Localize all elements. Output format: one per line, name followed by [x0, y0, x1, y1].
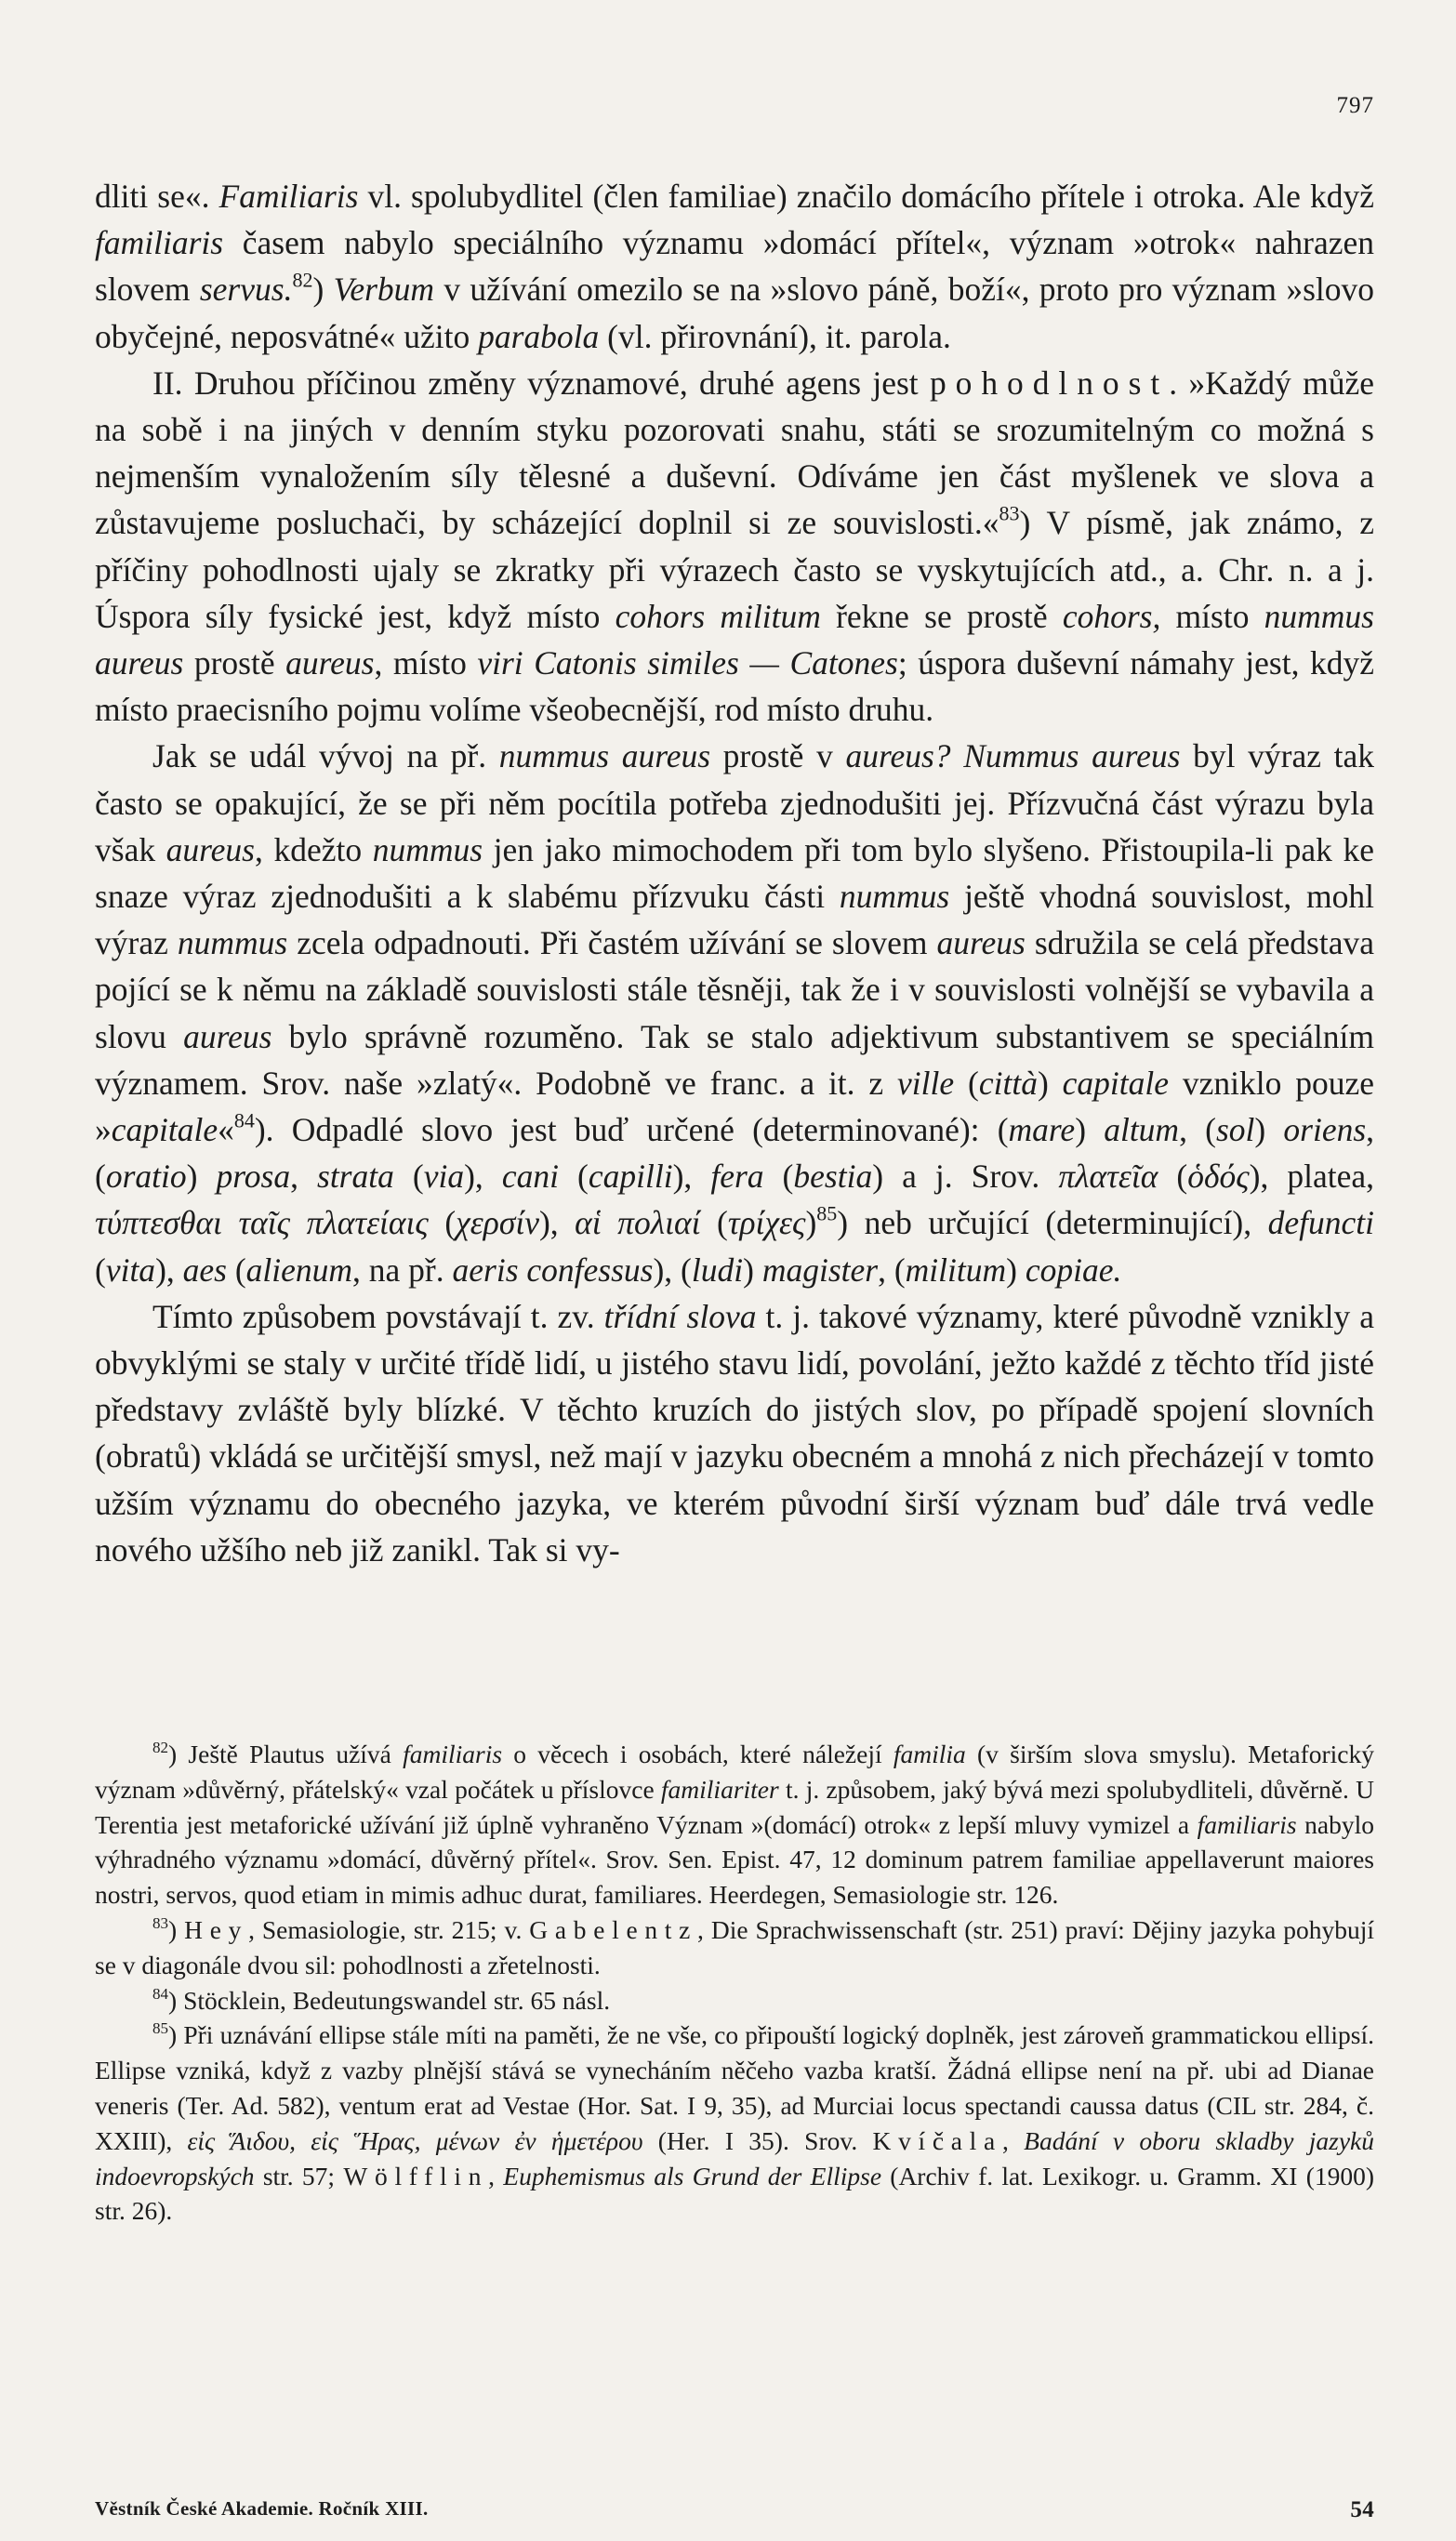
text-run: dliti se«.: [95, 178, 219, 215]
italic-text: Badání v oboru skladby jazyků indoevropských: [95, 2125, 1375, 2190]
italic-text: cohors,: [1062, 597, 1161, 635]
text-run: jen jako mimochodem při tom bylo slyšeno. Přistoupila-li pak ke snaze výraz zjednodušiti a k slabému přízvuku části: [95, 830, 1374, 916]
text-run: ) Při uznávání ellipse stále míti na paměti, že ne vše, co připouští logický doplněk, jest zároveň grammatickou ellipsí. Ellipse vzniká, když z vazby plnější stává se vynecháním něčeho vazba kratší. Žádná ellipse není na př. ubi ad Dianae veneris (Ter. Ad. 582), ventum erat ad Vestae (Hor. Sat. I 9, 35), ad Murciai locus spectandi caussa datus (CIL str. 284, č. XXIII),: [95, 2020, 1374, 2155]
text-run: prostě v: [710, 737, 846, 775]
text-run: ,: [488, 2161, 504, 2190]
italic-text: τρίχες: [727, 1204, 806, 1242]
italic-text: capitale: [1062, 1064, 1170, 1102]
text-run: ): [1075, 1111, 1105, 1149]
italic-text: cohors militum: [615, 597, 821, 635]
spaced-text: pohodlnost: [929, 364, 1170, 402]
italic-text: aureus?: [845, 737, 951, 775]
text-run: sdružila se celá představa pojící se k němu na základě souvislosti stále těsněji, tak že i v souvislosti volnější se vybavila a slovu: [95, 924, 1374, 1055]
italic-text: militum: [905, 1251, 1007, 1289]
text-run: ,: [1001, 2125, 1025, 2155]
footnote-ref: 84: [233, 1108, 255, 1132]
italic-text: ville: [897, 1064, 955, 1102]
text-run: vzniklo pouze »: [95, 1064, 1375, 1149]
text-run: ): [1006, 1251, 1026, 1289]
text-run: str. 57;: [254, 2161, 344, 2190]
text-run: t. j. způsobem, jaký bývá mezi spolubydliteli, důvěrně. U Terentia jest metaforické užívání již úplně vyhraněno Význam »(domácí) otrok« z lepší mluvy vymizel a: [95, 1774, 1374, 1839]
text-run: zcela odpadnouti. Při častém užívání se slovem: [287, 924, 937, 962]
italic-text: servus.: [199, 271, 293, 309]
journal-name: Věstník České Akademie. Ročník XIII.: [95, 2497, 429, 2520]
italic-text: altum: [1104, 1111, 1180, 1149]
italic-text: copiae.: [1025, 1251, 1122, 1289]
text-run: ) Stöcklein, Bedeutungswandel str. 65 násl.: [168, 1985, 611, 2015]
text-run: ),: [672, 1158, 711, 1196]
text-run: (: [226, 1251, 246, 1289]
italic-text: bestia: [793, 1158, 873, 1196]
text-run: ): [312, 271, 334, 309]
footnote-83: [95, 1912, 1374, 1983]
italic-text: ludi: [691, 1251, 744, 1289]
italic-text: ὁδός: [1187, 1158, 1250, 1196]
spaced-text: Kvíčala: [872, 2125, 1002, 2155]
text-run: Tímto způsobem povstávají t. zv.: [152, 1297, 604, 1335]
italic-text: vita: [105, 1251, 156, 1289]
text-run: , kdežto: [255, 830, 373, 868]
paragraph: [95, 733, 1374, 1292]
italic-text: aeris confessus: [452, 1251, 654, 1289]
text-run: ještě vhodná souvislost, mohl výraz: [95, 878, 1374, 962]
italic-text: capitale: [111, 1111, 218, 1149]
spaced-text: Gabelentz: [529, 1914, 698, 1944]
text-run: ), platea,: [1249, 1158, 1375, 1196]
italic-text: fera: [710, 1158, 764, 1196]
text-run: (v širším slova smyslu). Metaforický význam »důvěrný, přátelský« vzal počátek u příslovce: [95, 1740, 1375, 1804]
text-run: Jak se udál vývoj na př.: [152, 737, 499, 775]
sheet-number: 54: [1350, 2497, 1374, 2522]
text-run: (Archiv f. lat. Lexikogr. u. Gramm. XI (1900) str. 26).: [95, 2161, 1375, 2226]
text-run: ),: [538, 1204, 576, 1242]
italic-text: mare: [1008, 1111, 1076, 1149]
text-run: prostě: [183, 644, 286, 682]
footnote-ref: 83: [999, 502, 1020, 526]
text-run: , místo: [374, 644, 478, 682]
italic-text: nummus aureus: [95, 597, 1374, 682]
footnote-85: [95, 2018, 1374, 2229]
text-run: řekne se prostě: [820, 597, 1063, 635]
text-run: (: [558, 1158, 589, 1196]
text-run: t. j. takové významy, které původně vznikly a obvyklými se staly v určité třídě lidí, u jistého stavu lidí, povolání, ježto každé z těchto tříd jisté představy zvláště byly blízké. V těchto kruzích do jistých slov, po případě spojení slovních (obratů) vkládá se určitější smysl, než mají v jazyku obecném a mnohá z nich přecházejí v tomto užším významu do obecného jazyka, ve kterém původní širší význam buď dále trvá vedle nového užšího neb již zanikl. Tak si vy-: [95, 1297, 1374, 1568]
text-run: nabylo výhradného významu »domácí, důvěrný přítel«. Srov. Sen. Epist. 47, 12 dominum patrem familiae appellaverunt maiores nostri, servos, quod etiam in mimis adhuc durat, familiares. Heerdegen, Semasiologie str. 126.: [95, 1809, 1374, 1910]
text-run: ): [805, 1204, 817, 1242]
italic-text: aureus: [165, 830, 255, 868]
text-run: ). Odpadlé slovo jest buď určené (determinované): (: [254, 1111, 1009, 1149]
italic-text: χερσίν: [456, 1204, 539, 1242]
italic-text: aes: [182, 1251, 227, 1289]
text-run: (vl. přirovnání), it. parola.: [599, 317, 951, 355]
text-run: (: [1158, 1158, 1188, 1196]
text-run: časem nabylo speciálního významu »domácí přítel«, význam »otrok« nahrazen slovem: [95, 224, 1374, 309]
text-run: ): [168, 1914, 185, 1944]
italic-text: oratio: [105, 1158, 187, 1196]
text-run: , (: [878, 1251, 906, 1289]
italic-text: τύπτεσθαι ταῖς πλατείαις: [95, 1204, 429, 1242]
italic-text: città: [978, 1064, 1038, 1102]
text-run: o věcech i osobách, které náležejí: [502, 1740, 893, 1768]
paragraph: [95, 360, 1374, 734]
italic-text: cani: [501, 1158, 559, 1196]
main-text: [95, 173, 1374, 1573]
italic-text: Nummus aureus: [963, 737, 1181, 775]
italic-text: alienum: [245, 1251, 353, 1289]
text-run: [951, 737, 964, 774]
italic-text: εἰς Ἅιδου, εἰς Ἥρας, μένων ἐν ἡμετέρου: [187, 2125, 643, 2155]
italic-text: nummus: [839, 878, 950, 916]
italic-text: viri Catonis similes — Catones: [477, 644, 898, 682]
italic-text: familiaris: [95, 224, 224, 262]
text-run: ) a j. Srov.: [872, 1158, 1059, 1196]
footnote-84: [95, 1983, 1374, 2018]
italic-text: Verbum: [333, 271, 435, 309]
italic-text: sol: [1215, 1111, 1255, 1149]
spaced-text: Wölfflin: [343, 2161, 489, 2190]
italic-text: strata: [317, 1158, 394, 1196]
text-run: (: [95, 1251, 106, 1289]
page-number: 797: [1336, 93, 1374, 118]
text-run: , (: [95, 1111, 1375, 1196]
italic-text: aureus: [183, 1017, 272, 1055]
text-run: ) V písmě, jak známo, z příčiny pohodlnosti ujaly se zkratky při výrazech často se vyskytujících atd., a. Chr. n. a j. Úspora síly fysické jest, když místo: [95, 504, 1374, 635]
italic-text: oriens: [1283, 1111, 1367, 1149]
italic-text: nummus: [177, 924, 288, 962]
footnote-82: [95, 1737, 1374, 1912]
italic-text: familiariter: [660, 1774, 779, 1804]
text-run: ): [1254, 1111, 1284, 1149]
italic-text: πλατεῖα: [1058, 1158, 1158, 1196]
footnote-ref: 82: [152, 1738, 169, 1756]
text-run: místo: [1160, 597, 1264, 635]
text-run: (Her. I 35). Srov.: [642, 2125, 873, 2155]
text-run: II. Druhou příčinou změny významové, druhé agens jest: [152, 364, 930, 402]
footnotes: [95, 1737, 1374, 2229]
italic-text: nummus: [372, 830, 483, 868]
text-run: bylo správně rozuměno. Tak se stalo adjektivum substantivem se speciálním významem. Srov. naše »zlatý«. Podobně ve franc. a it. z: [95, 1017, 1374, 1102]
italic-text: třídní slova: [603, 1297, 757, 1335]
text-run: ; úspora duševní námahy jest, když místo praecisního pojmu volíme všeobecnější, rod místo druhu.: [95, 644, 1375, 729]
text-run: ),: [155, 1251, 183, 1289]
text-run: ), (: [653, 1251, 692, 1289]
text-run: (: [954, 1064, 979, 1102]
text-run: . »Každý může na sobě i na jiných v denním styku pozorovati snahu, státi se srozumitelným co možná s nejmenším vynaložením síly tělesné a duševní. Odíváme jen část myšlenek ve slova a zůstavujeme posluchači, by scházející doplnil si ze souvislosti.«: [95, 364, 1374, 542]
italic-text: prosa: [216, 1158, 291, 1196]
text-run: ): [186, 1158, 217, 1196]
footnote-ref: 84: [152, 1984, 169, 2003]
italic-text: αἱ πολιαί: [575, 1204, 701, 1242]
text-run: , Die Sprachwissenschaft (str. 251) praví: Dějiny jazyka pohybují se v diagonále dvou sil: pohodlnosti a zřetelnosti.: [95, 1914, 1374, 1979]
text-run: ) neb určující (determinující),: [837, 1204, 1268, 1242]
text-run: ) Ještě Plautus užívá: [168, 1740, 404, 1768]
italic-text: Euphemismus als Grund der Ellipse: [503, 2161, 882, 2190]
paragraph: [95, 1293, 1374, 1573]
text-run: «: [218, 1111, 234, 1149]
italic-text: capilli: [588, 1158, 673, 1196]
italic-text: defuncti: [1267, 1204, 1374, 1242]
italic-text: magister: [761, 1251, 879, 1289]
text-run: , (: [1179, 1111, 1216, 1149]
paragraph: [95, 173, 1374, 360]
footnote-ref: 82: [292, 269, 313, 293]
text-run: vl. spolubydlitel (člen familiae) značilo domácího přítele i otroka. Ale když: [358, 178, 1374, 215]
text-run: byl výraz tak často se opakující, že se při něm pocítila potřeba zjednodušiti jej. Přízvučná část výrazu byla však: [95, 737, 1374, 868]
footnote-ref: 85: [816, 1202, 838, 1226]
italic-text: via: [423, 1158, 465, 1196]
italic-text: nummus aureus: [498, 737, 711, 775]
italic-text: Familiaris: [218, 178, 359, 215]
page-footer: [95, 2497, 1374, 2521]
italic-text: aureus: [936, 924, 1026, 962]
text-run: v užívání omezilo se na »slovo páně, boží«, proto pro význam »slovo obyčejné, neposvátné« užito: [95, 271, 1374, 355]
text-run: ): [743, 1251, 762, 1289]
text-run: ,: [290, 1158, 317, 1196]
footnote-ref: 85: [152, 2019, 169, 2038]
text-run: (: [700, 1204, 728, 1242]
spaced-text: Hey: [184, 1914, 249, 1944]
text-run: ): [1037, 1064, 1063, 1102]
text-run: (: [428, 1204, 457, 1242]
text-run: ),: [464, 1158, 502, 1196]
text-run: (: [393, 1158, 424, 1196]
italic-text: parabola: [478, 317, 600, 355]
text-run: , Semasiologie, str. 215; v.: [248, 1914, 530, 1944]
footnote-ref: 83: [152, 1913, 169, 1932]
italic-text: familia: [893, 1740, 966, 1768]
text-run: (: [763, 1158, 794, 1196]
text-run: , na př.: [352, 1251, 453, 1289]
italic-text: aureus: [285, 644, 375, 682]
italic-text: familiaris: [403, 1740, 503, 1768]
italic-text: familiaris: [1197, 1809, 1297, 1839]
